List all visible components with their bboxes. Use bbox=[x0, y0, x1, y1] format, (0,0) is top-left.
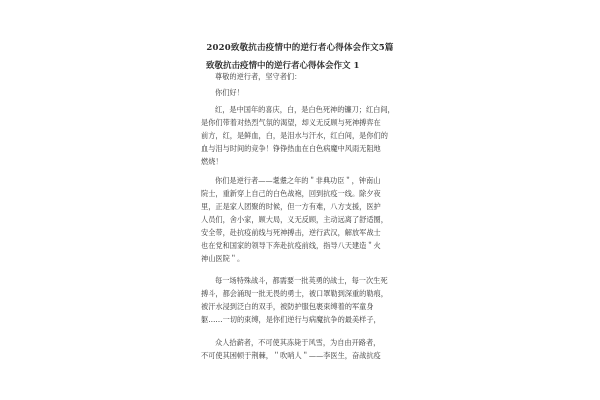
paragraph-line: 人员们，舍小家，顾大局，义无反顾，主动远离了舒适圈， bbox=[201, 215, 388, 224]
paragraph-line: 躯……一切的束缚，是你们逆行与病魔抗争的最美样子， bbox=[201, 315, 381, 324]
salutation-line: 尊敬的逆行者，坚守者们： bbox=[215, 72, 302, 81]
paragraph-line: 你们是逆行者——耄耋之年的＂非典功臣＂，钟南山 bbox=[215, 176, 381, 185]
paragraph-line: 是你们带着对热烈气氛的渴望，却义无反顾与死神搏弈在 bbox=[201, 118, 381, 127]
paragraph-line: 里，正是家人团聚的时候，但一方有难，八方支援，医护 bbox=[201, 202, 381, 211]
paragraph-line: 院士，重新穿上自己的白色战袍，回到抗疫一线。除夕夜 bbox=[201, 189, 381, 198]
paragraph-line: 不可使其困顿于荆棘，＂吹哨人＂——李医生，奋战抗疫 bbox=[201, 351, 381, 360]
paragraph-line: 众人拾薪者，不可使其冻毙于风雪，为自由开路者， bbox=[215, 338, 381, 347]
paragraph-line: 红，是中国年的喜庆，白，是白色死神的镰刀；红白间， bbox=[215, 105, 395, 114]
paragraph-line: 前方，红，是鲜血，白，是泪水与汗水，红白间，是你们的 bbox=[201, 131, 388, 140]
section-title: 致敬抗击疫情中的逆行者心得体会作文 1 bbox=[206, 61, 360, 71]
paragraph-line: 神山医院＂。 bbox=[201, 254, 245, 263]
paragraph-line: 血与泪与时间的竞争！铮铮热血在白色病魔中风雨无阻地 bbox=[201, 144, 381, 153]
paragraph-line: 被汗水浸到泛白的双手，被防护服包裹束缚着的军童身 bbox=[201, 302, 374, 311]
paragraph-line: 每一场特殊战斗，都需要一批英勇的战士，每一次生死 bbox=[215, 276, 388, 285]
paragraph-line: 安全带，赴抗疫前线与死神搏击，逆行武汉，解放军战士 bbox=[201, 228, 381, 237]
paragraph-line: 搏斗，都会涌现一批无畏的勇士，被口罩勒到深重的勒痕， bbox=[201, 289, 388, 298]
paragraph-line: 燃烧！ bbox=[201, 157, 223, 166]
greeting-line: 你们好！ bbox=[215, 88, 244, 97]
document-title: 2020致敬抗击疫情中的逆行者心得体会作文5篇 bbox=[206, 43, 394, 53]
paragraph-line: 也在党和国家的领导下奔赴抗疫前线，指导八天建造＂火 bbox=[201, 241, 381, 250]
